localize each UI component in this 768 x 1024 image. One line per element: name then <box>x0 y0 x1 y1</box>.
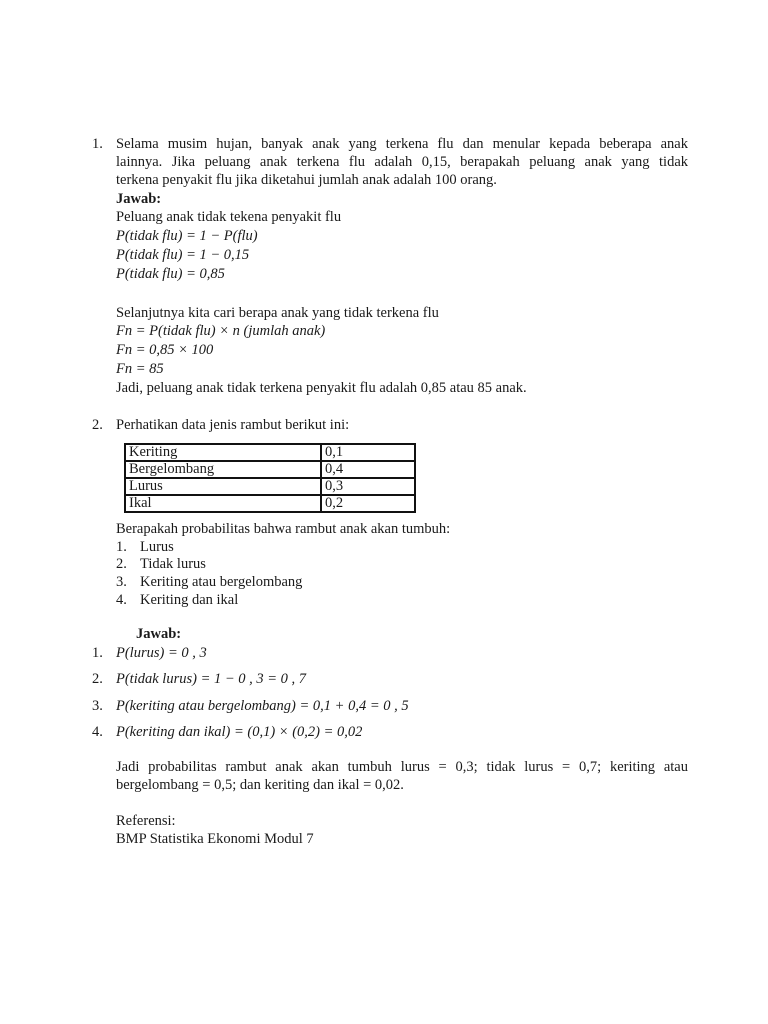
q2-sub-number: 4. <box>116 592 127 608</box>
table-row <box>125 478 415 495</box>
q2-sub-number: 2. <box>116 556 127 572</box>
table-cell-prob: 0,3 <box>321 478 415 495</box>
q2-conclusion-line-2: bergelombang = 0,5; dan keriting dan ikal = 0,02. <box>116 777 404 793</box>
table-cell-prob: 0,1 <box>321 444 415 461</box>
table-cell-type: Keriting <box>125 444 321 461</box>
q2-question: Berapakah probabilitas bahwa rambut anak akan tumbuh: <box>116 521 451 537</box>
q1-line-3: terkena penyakit flu jika diketahui jumlah anak adalah 100 orang. <box>116 172 497 188</box>
q2-conclusion-line-1: Jadi probabilitas rambut anak akan tumbuh lurus = 0,3; tidak lurus = 0,7; keriting atau <box>116 759 688 775</box>
q1-eq5: Fn = 0,85 × 100 <box>116 342 214 358</box>
q1-eq4: Fn = P(tidak flu) × n (jumlah anak) <box>116 323 326 339</box>
q2-answer-number: 4. <box>92 724 103 740</box>
table-row <box>125 495 415 512</box>
q1-line-1: Selama musim hujan, banyak anak yang terkena flu dan menular kepada beberapa anak <box>116 136 688 152</box>
table-row <box>125 461 415 478</box>
reference-label: Referensi: <box>116 813 176 829</box>
q1-eq3: P(tidak flu) = 0,85 <box>116 266 225 282</box>
q1-eq1: P(tidak flu) = 1 − P(flu) <box>116 228 258 244</box>
q2-answer-number: 1. <box>92 645 103 661</box>
q1-conclusion: Jadi, peluang anak tidak terkena penyakit flu adalah 0,85 atau 85 anak. <box>116 380 527 396</box>
q2-sub-number: 3. <box>116 574 127 590</box>
q2-answer-number: 3. <box>92 698 103 714</box>
q2-intro: Perhatikan data jenis rambut berikut ini: <box>116 417 350 433</box>
q2-sub-text: Keriting atau bergelombang <box>140 574 303 590</box>
reference-text: BMP Statistika Ekonomi Modul 7 <box>116 831 314 847</box>
table-cell-type: Bergelombang <box>125 461 321 478</box>
table-cell-type: Lurus <box>125 478 321 495</box>
q1-line-2: lainnya. Jika peluang anak terkena flu adalah 0,15, berapakah peluang anak yang tidak <box>116 154 688 170</box>
table-row <box>125 444 415 461</box>
q1-number: 1. <box>92 136 103 152</box>
q2-sub-text: Tidak lurus <box>140 556 206 572</box>
q2-number: 2. <box>92 417 103 433</box>
q2-sub-text: Keriting dan ikal <box>140 592 239 608</box>
table-cell-prob: 0,2 <box>321 495 415 512</box>
table-cell-prob: 0,4 <box>321 461 415 478</box>
q2-sub-number: 1. <box>116 539 127 555</box>
q2-answer-label: Jawab: <box>136 626 182 642</box>
q2-answer-eq: P(keriting dan ikal) = (0,1) × (0,2) = 0,02 <box>116 724 363 740</box>
q2-sub-text: Lurus <box>140 539 174 555</box>
q1-answer-label: Jawab: <box>116 191 162 207</box>
q2-answer-eq: P(keriting atau bergelombang) = 0,1 + 0,4 = 0 , 5 <box>116 698 409 714</box>
q2-answer-number: 2. <box>92 671 103 687</box>
q1-step-intro: Peluang anak tidak tekena penyakit flu <box>116 209 342 225</box>
q1-eq2: P(tidak flu) = 1 − 0,15 <box>116 247 250 263</box>
q2-answer-eq: P(lurus) = 0 , 3 <box>116 645 207 661</box>
q1-eq6: Fn = 85 <box>116 361 164 377</box>
table-cell-type: Ikal <box>125 495 321 512</box>
q1-step2-intro: Selanjutnya kita cari berapa anak yang tidak terkena flu <box>116 305 439 321</box>
hair-type-table <box>124 443 416 513</box>
q2-answer-eq: P(tidak lurus) = 1 − 0 , 3 = 0 , 7 <box>116 671 307 687</box>
